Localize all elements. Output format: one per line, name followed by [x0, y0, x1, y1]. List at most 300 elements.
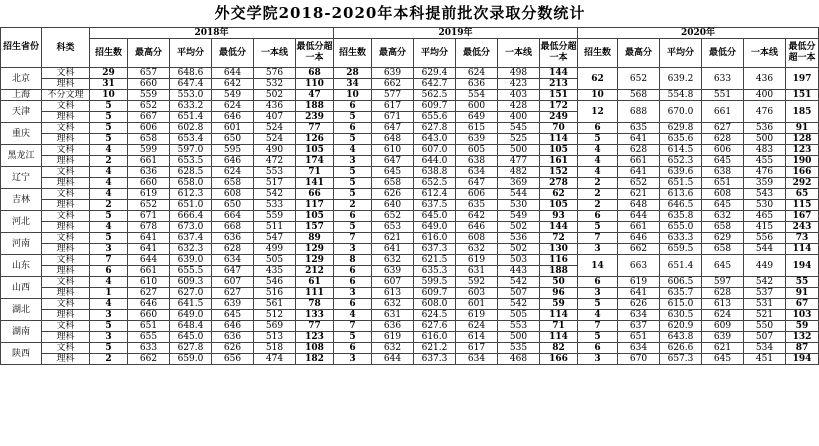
y2019-count-cell: 2 — [334, 200, 372, 211]
y2018-over-cell: 141 — [296, 178, 334, 189]
y2018-over-cell: 68 — [296, 68, 334, 79]
y2020-max-cell: 626 — [618, 299, 660, 310]
y2019-line-cell: 498 — [498, 68, 540, 79]
y2018-line-cell: 516 — [254, 288, 296, 299]
y2018-max-cell: 657 — [128, 68, 170, 79]
y2018-min-cell: 668 — [212, 222, 254, 233]
y2020-min-cell: 658 — [702, 244, 744, 255]
y2019-min-cell: 614 — [456, 332, 498, 343]
y2020-count-cell: 6 — [578, 343, 618, 354]
subject-cell: 理科 — [42, 112, 90, 123]
y2019-over-cell: 130 — [540, 244, 578, 255]
y2019-avg-cell: 624.5 — [414, 310, 456, 321]
y2018-over-cell: 110 — [296, 79, 334, 90]
table-row — [1, 288, 819, 299]
y2020-count-cell: 7 — [578, 233, 618, 244]
y2018-line-cell: 542 — [254, 189, 296, 200]
y2020-line-cell: 415 — [744, 222, 786, 233]
y2019-max-cell: 621 — [372, 233, 414, 244]
y2020-max-cell: 644 — [618, 211, 660, 222]
y2019-avg-cell: 637.3 — [414, 244, 456, 255]
y2018-count-cell: 6 — [90, 266, 128, 277]
y2019-line-cell: 502 — [498, 222, 540, 233]
y2018-line-cell: 546 — [254, 277, 296, 288]
subject-cell: 文科 — [42, 233, 90, 244]
y2019-line-cell: 482 — [498, 167, 540, 178]
y2020-max-cell: 648 — [618, 200, 660, 211]
y2018-over-cell: 47 — [296, 90, 334, 101]
y2018-count-cell: 4 — [90, 277, 128, 288]
y2020-line-cell: 556 — [744, 233, 786, 244]
table-row — [1, 167, 819, 178]
table-row — [1, 277, 819, 288]
y2020-max-cell: 641 — [618, 167, 660, 178]
province-cell: 上海 — [1, 90, 42, 101]
y2019-line-cell: 503 — [498, 255, 540, 266]
y2020-avg-cell: 659.5 — [660, 244, 702, 255]
y2019-max-cell: 658 — [372, 178, 414, 189]
y2018-over-cell: 77 — [296, 123, 334, 134]
y2019-over-cell: 161 — [540, 156, 578, 167]
y2020-line-cell: 455 — [744, 156, 786, 167]
y2019-count-cell: 3 — [334, 244, 372, 255]
y2018-count-cell: 4 — [90, 299, 128, 310]
y2018-max-cell: 660 — [128, 310, 170, 321]
y2018-avg-cell: 653.5 — [170, 156, 212, 167]
y2020-max-cell: 634 — [618, 343, 660, 354]
y2019-avg-cell: 562.5 — [414, 90, 456, 101]
y2020-over-cell: 132 — [786, 332, 819, 343]
y2020-count-cell: 5 — [578, 332, 618, 343]
y2018-over-cell: 174 — [296, 156, 334, 167]
y2020-count-cell: 2 — [578, 189, 618, 200]
y2019-avg-cell: 635.3 — [414, 266, 456, 277]
y2018-min-cell: 656 — [212, 354, 254, 365]
y2019-min-cell: 638 — [456, 156, 498, 167]
table-row — [1, 255, 819, 266]
y2019-over-cell: 144 — [540, 222, 578, 233]
y2019-avg-cell: 649.0 — [414, 222, 456, 233]
y2018-count-cell: 3 — [90, 310, 128, 321]
y2020-line-cell: 544 — [744, 244, 786, 255]
y2019-max-cell: 652 — [372, 211, 414, 222]
y2020-min-cell: 551 — [702, 90, 744, 101]
y2020-count-cell: 4 — [578, 167, 618, 178]
y2020-count-cell: 14 — [578, 255, 618, 277]
y2019-avg-cell: 629.4 — [414, 68, 456, 79]
y2019-max-cell: 607 — [372, 277, 414, 288]
y2018-max-cell: 660 — [128, 79, 170, 90]
table-row — [1, 354, 819, 365]
province-cell: 吉林 — [1, 189, 42, 211]
y2020-max-cell: 635 — [618, 123, 660, 134]
y2018-over-cell: 66 — [296, 189, 334, 200]
province-cell: 辽宁 — [1, 167, 42, 189]
y2019-avg-cell: 609.7 — [414, 101, 456, 112]
y2019-line-cell: 502 — [498, 244, 540, 255]
y2019-count-cell: 3 — [334, 156, 372, 167]
subject-cell: 理科 — [42, 200, 90, 211]
y2020-avg-cell: 651.5 — [660, 178, 702, 189]
y2019-min-cell: 600 — [456, 101, 498, 112]
y2019-over-cell: 166 — [540, 354, 578, 365]
y2020-count-cell: 4 — [578, 145, 618, 156]
y2020-over-cell: 292 — [786, 178, 819, 189]
y2020-max-cell: 634 — [618, 310, 660, 321]
y2020-count-cell: 5 — [578, 134, 618, 145]
y2018-max-cell: 662 — [128, 354, 170, 365]
y2020-line-cell: 449 — [744, 255, 786, 277]
y2019-count-cell: 3 — [334, 354, 372, 365]
y2018-count-cell: 5 — [90, 211, 128, 222]
column-header-avg: 平均分 — [660, 39, 702, 68]
y2018-line-cell: 499 — [254, 244, 296, 255]
y2018-over-cell: 133 — [296, 310, 334, 321]
y2019-line-cell: 542 — [498, 299, 540, 310]
subject-cell: 文科 — [42, 145, 90, 156]
subject-cell: 文科 — [42, 123, 90, 134]
y2018-line-cell: 511 — [254, 222, 296, 233]
y2019-line-cell: 428 — [498, 101, 540, 112]
y2018-min-cell: 601 — [212, 123, 254, 134]
subject-cell: 理科 — [42, 178, 90, 189]
column-header-max: 最高分 — [372, 39, 414, 68]
subject-cell: 文科 — [42, 189, 90, 200]
table-row — [1, 101, 819, 112]
y2018-count-cell: 4 — [90, 145, 128, 156]
subject-cell: 不分文理 — [42, 90, 90, 101]
y2020-count-cell: 6 — [578, 123, 618, 134]
y2019-min-cell: 603 — [456, 288, 498, 299]
y2020-avg-cell: 554.8 — [660, 90, 702, 101]
y2019-over-cell: 213 — [540, 79, 578, 90]
y2020-over-cell: 194 — [786, 255, 819, 277]
y2018-line-cell: 553 — [254, 167, 296, 178]
y2018-over-cell: 77 — [296, 321, 334, 332]
subject-cell: 理科 — [42, 156, 90, 167]
y2020-count-cell: 2 — [578, 200, 618, 211]
y2020-count-cell: 3 — [578, 354, 618, 365]
y2019-max-cell: 577 — [372, 90, 414, 101]
y2019-count-cell: 10 — [334, 90, 372, 101]
subject-cell: 理科 — [42, 244, 90, 255]
y2019-max-cell: 647 — [372, 156, 414, 167]
y2019-max-cell: 644 — [372, 354, 414, 365]
y2020-line-cell: 465 — [744, 211, 786, 222]
y2018-count-cell: 4 — [90, 189, 128, 200]
y2019-over-cell: 105 — [540, 145, 578, 156]
y2018-over-cell: 71 — [296, 167, 334, 178]
subject-cell: 理科 — [42, 332, 90, 343]
table-row — [1, 222, 819, 233]
province-cell: 山东 — [1, 255, 42, 277]
y2020-avg-cell: 626.6 — [660, 343, 702, 354]
y2018-count-cell: 2 — [90, 156, 128, 167]
y2019-min-cell: 624 — [456, 321, 498, 332]
y2018-min-cell: 647 — [212, 266, 254, 277]
y2018-line-cell: 576 — [254, 68, 296, 79]
y2019-max-cell: 639 — [372, 266, 414, 277]
subject-cell: 理科 — [42, 79, 90, 90]
y2018-max-cell: 559 — [128, 90, 170, 101]
y2019-avg-cell: 608.0 — [414, 299, 456, 310]
y2018-max-cell: 655 — [128, 332, 170, 343]
y2019-avg-cell: 621.5 — [414, 255, 456, 266]
y2019-min-cell: 608 — [456, 233, 498, 244]
y2019-over-cell: 72 — [540, 233, 578, 244]
y2019-line-cell: 369 — [498, 178, 540, 189]
y2018-avg-cell: 633.2 — [170, 101, 212, 112]
y2019-avg-cell: 652.5 — [414, 178, 456, 189]
y2018-min-cell: 664 — [212, 211, 254, 222]
y2019-line-cell: 545 — [498, 123, 540, 134]
y2018-avg-cell: 647.4 — [170, 79, 212, 90]
y2020-avg-cell: 614.5 — [660, 145, 702, 156]
y2019-count-cell: 5 — [334, 134, 372, 145]
y2019-count-cell: 5 — [334, 222, 372, 233]
y2018-line-cell: 490 — [254, 145, 296, 156]
y2018-avg-cell: 637.4 — [170, 233, 212, 244]
table-row — [1, 156, 819, 167]
y2018-max-cell: 610 — [128, 277, 170, 288]
y2018-max-cell: 619 — [128, 189, 170, 200]
y2020-over-cell: 151 — [786, 90, 819, 101]
y2020-over-cell: 59 — [786, 321, 819, 332]
table-row — [1, 178, 819, 189]
y2018-over-cell: 123 — [296, 332, 334, 343]
y2020-max-cell: 628 — [618, 145, 660, 156]
y2018-min-cell: 644 — [212, 68, 254, 79]
province-cell: 湖北 — [1, 299, 42, 321]
y2018-max-cell: 671 — [128, 211, 170, 222]
y2018-count-cell: 3 — [90, 244, 128, 255]
y2020-max-cell: 619 — [618, 277, 660, 288]
y2018-over-cell: 212 — [296, 266, 334, 277]
y2018-min-cell: 650 — [212, 200, 254, 211]
y2019-count-cell: 6 — [334, 123, 372, 134]
y2018-avg-cell: 602.8 — [170, 123, 212, 134]
y2018-avg-cell: 666.4 — [170, 211, 212, 222]
y2020-min-cell: 645 — [702, 255, 744, 277]
y2018-min-cell: 658 — [212, 178, 254, 189]
y2020-max-cell: 646 — [618, 233, 660, 244]
y2019-line-cell: 544 — [498, 189, 540, 200]
province-cell: 天津 — [1, 101, 42, 123]
column-header-avg: 平均分 — [170, 39, 212, 68]
y2019-min-cell: 619 — [456, 310, 498, 321]
y2019-over-cell: 71 — [540, 321, 578, 332]
y2018-avg-cell: 673.0 — [170, 222, 212, 233]
y2019-min-cell: 615 — [456, 123, 498, 134]
y2020-min-cell: 628 — [702, 134, 744, 145]
y2020-count-cell: 6 — [578, 211, 618, 222]
y2018-max-cell: 606 — [128, 123, 170, 134]
subject-cell: 文科 — [42, 343, 90, 354]
y2018-count-cell: 5 — [90, 101, 128, 112]
y2019-count-cell: 5 — [334, 167, 372, 178]
y2020-avg-cell: 646.5 — [660, 200, 702, 211]
subject-cell: 理科 — [42, 222, 90, 233]
y2019-line-cell: 443 — [498, 266, 540, 277]
y2020-line-cell: 476 — [744, 167, 786, 178]
y2020-line-cell: 543 — [744, 189, 786, 200]
column-header-count: 招生数 — [334, 39, 372, 68]
y2019-count-cell: 5 — [334, 178, 372, 189]
y2020-max-cell: 621 — [618, 189, 660, 200]
y2019-line-cell: 403 — [498, 90, 540, 101]
y2020-count-cell: 10 — [578, 90, 618, 101]
province-cell: 河北 — [1, 211, 42, 233]
y2020-line-cell: 451 — [744, 354, 786, 365]
y2019-line-cell: 535 — [498, 343, 540, 354]
y2019-avg-cell: 616.0 — [414, 233, 456, 244]
y2019-max-cell: 631 — [372, 310, 414, 321]
province-cell: 湖南 — [1, 321, 42, 343]
y2019-min-cell: 592 — [456, 277, 498, 288]
y2019-count-cell: 8 — [334, 255, 372, 266]
y2018-max-cell: 641 — [128, 233, 170, 244]
y2018-line-cell: 524 — [254, 134, 296, 145]
y2020-over-cell: 243 — [786, 222, 819, 233]
y2019-over-cell: 114 — [540, 310, 578, 321]
y2019-avg-cell: 644.0 — [414, 156, 456, 167]
y2018-over-cell: 89 — [296, 233, 334, 244]
subject-cell: 理科 — [42, 288, 90, 299]
y2019-line-cell: 505 — [498, 310, 540, 321]
y2019-max-cell: 626 — [372, 189, 414, 200]
y2020-over-cell: 87 — [786, 343, 819, 354]
y2018-avg-cell: 653.4 — [170, 134, 212, 145]
y2018-min-cell: 636 — [212, 332, 254, 343]
y2020-line-cell: 436 — [744, 68, 786, 90]
y2018-max-cell: 660 — [128, 178, 170, 189]
y2018-line-cell: 532 — [254, 79, 296, 90]
y2018-min-cell: 650 — [212, 134, 254, 145]
y2018-over-cell: 239 — [296, 112, 334, 123]
y2018-min-cell: 624 — [212, 167, 254, 178]
y2018-over-cell: 105 — [296, 145, 334, 156]
y2019-min-cell: 624 — [456, 68, 498, 79]
y2020-avg-cell: 629.8 — [660, 123, 702, 134]
y2019-line-cell: 500 — [498, 332, 540, 343]
y2019-min-cell: 617 — [456, 343, 498, 354]
y2018-max-cell: 627 — [128, 288, 170, 299]
y2020-line-cell: 531 — [744, 299, 786, 310]
y2019-min-cell: 649 — [456, 112, 498, 123]
y2019-count-cell: 4 — [334, 310, 372, 321]
y2018-avg-cell: 627.8 — [170, 343, 212, 354]
y2018-line-cell: 559 — [254, 211, 296, 222]
y2020-min-cell: 597 — [702, 277, 744, 288]
y2020-avg-cell: 639.6 — [660, 167, 702, 178]
y2020-max-cell: 568 — [618, 90, 660, 101]
y2018-line-cell: 407 — [254, 112, 296, 123]
subject-cell: 文科 — [42, 321, 90, 332]
y2020-min-cell: 632 — [702, 211, 744, 222]
y2020-count-cell: 62 — [578, 68, 618, 90]
column-header-max: 最高分 — [618, 39, 660, 68]
y2018-avg-cell: 655.5 — [170, 266, 212, 277]
y2019-avg-cell: 616.0 — [414, 332, 456, 343]
y2019-max-cell: 647 — [372, 123, 414, 134]
subject-cell: 理科 — [42, 266, 90, 277]
y2020-max-cell: 661 — [618, 156, 660, 167]
y2020-max-cell: 652 — [618, 178, 660, 189]
y2018-min-cell: 627 — [212, 288, 254, 299]
y2020-line-cell: 483 — [744, 145, 786, 156]
y2019-min-cell: 619 — [456, 255, 498, 266]
column-header-min: 最低分 — [456, 39, 498, 68]
y2019-line-cell: 400 — [498, 112, 540, 123]
y2019-min-cell: 632 — [456, 244, 498, 255]
y2019-max-cell: 632 — [372, 343, 414, 354]
table-row — [1, 90, 819, 101]
subject-cell: 文科 — [42, 101, 90, 112]
y2020-over-cell: 197 — [786, 68, 819, 90]
y2020-min-cell: 608 — [702, 189, 744, 200]
y2019-count-cell: 4 — [334, 145, 372, 156]
y2019-count-cell: 6 — [334, 101, 372, 112]
y2019-max-cell: 632 — [372, 299, 414, 310]
y2019-min-cell: 634 — [456, 167, 498, 178]
y2020-min-cell: 645 — [702, 200, 744, 211]
y2019-line-cell: 500 — [498, 145, 540, 156]
y2018-count-cell: 29 — [90, 68, 128, 79]
y2020-max-cell: 652 — [618, 68, 660, 90]
y2018-avg-cell: 649.0 — [170, 310, 212, 321]
y2018-over-cell: 111 — [296, 288, 334, 299]
column-header-over: 最低分超一本 — [540, 39, 578, 68]
province-cell: 山西 — [1, 277, 42, 299]
y2020-avg-cell: 635.8 — [660, 211, 702, 222]
header-province: 招生省份 — [1, 28, 42, 68]
y2020-avg-cell: 635.6 — [660, 134, 702, 145]
y2019-over-cell: 93 — [540, 211, 578, 222]
y2020-line-cell: 530 — [744, 200, 786, 211]
y2020-min-cell: 613 — [702, 299, 744, 310]
y2020-max-cell: 641 — [618, 288, 660, 299]
y2019-max-cell: 671 — [372, 112, 414, 123]
table-row — [1, 211, 819, 222]
y2018-min-cell: 646 — [212, 156, 254, 167]
y2019-avg-cell: 627.8 — [414, 123, 456, 134]
y2018-avg-cell: 553.0 — [170, 90, 212, 101]
y2019-over-cell: 188 — [540, 266, 578, 277]
y2019-max-cell: 619 — [372, 332, 414, 343]
y2020-count-cell: 3 — [578, 244, 618, 255]
y2018-min-cell: 645 — [212, 310, 254, 321]
y2019-min-cell: 554 — [456, 90, 498, 101]
y2020-count-cell: 6 — [578, 277, 618, 288]
y2020-count-cell: 12 — [578, 101, 618, 123]
subject-cell: 理科 — [42, 310, 90, 321]
y2019-count-cell: 5 — [334, 112, 372, 123]
y2018-count-cell: 2 — [90, 354, 128, 365]
table-row — [1, 145, 819, 156]
y2019-avg-cell: 655.6 — [414, 112, 456, 123]
y2018-avg-cell: 609.3 — [170, 277, 212, 288]
y2018-max-cell: 599 — [128, 145, 170, 156]
y2020-min-cell: 609 — [702, 321, 744, 332]
y2020-min-cell: 606 — [702, 145, 744, 156]
table-row — [1, 233, 819, 244]
y2018-line-cell: 436 — [254, 101, 296, 112]
y2018-avg-cell: 632.3 — [170, 244, 212, 255]
y2018-min-cell: 595 — [212, 145, 254, 156]
y2018-avg-cell: 627.0 — [170, 288, 212, 299]
y2020-line-cell: 507 — [744, 332, 786, 343]
y2019-over-cell: 114 — [540, 332, 578, 343]
